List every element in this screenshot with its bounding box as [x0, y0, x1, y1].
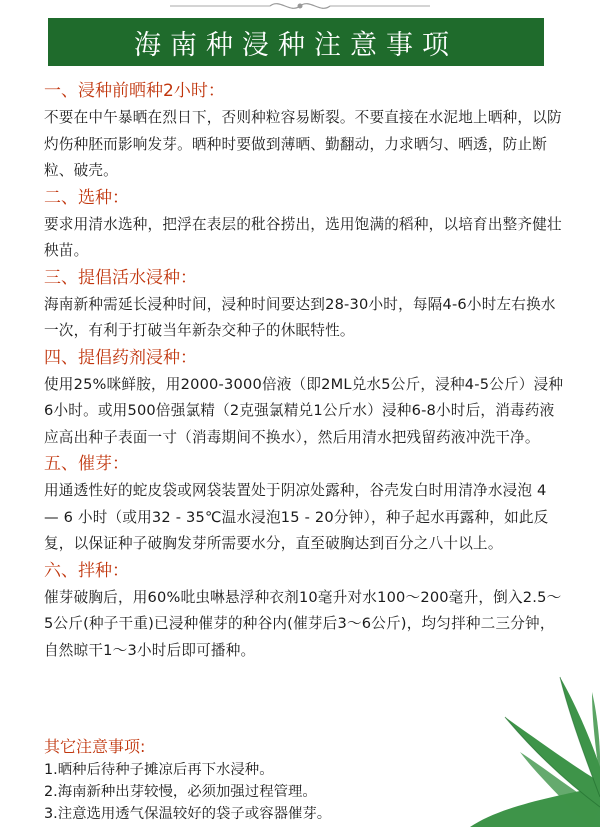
- section-germination: [44, 452, 564, 558]
- page-title: 海南种浸种注意事项: [48, 18, 544, 66]
- section-heading: 三、提倡活水浸种：: [44, 267, 197, 288]
- section-chemical-soak: [44, 346, 564, 452]
- section-body: 用通透性好的蛇皮袋或网袋装置处于阴凉处露种，谷壳发白时用清净水浸泡 4 — 6 小时（或用32 - 35℃温水浸泡15 - 20分钟），种子起水再露种，如此反复，以保证种子破胸发芽所需要水分，直至破胸达到百分之八十以上。: [44, 482, 549, 552]
- section-body: 催芽破胸后，用60%吡虫啉悬浮种衣剂10毫升对水100～200毫升，倒入2.5～5公斤(种子干重)已浸种催芽的种谷内(催芽后3～6公斤)，均匀拌种二三分钟，自然晾干1～3小时后即可播种。: [44, 588, 562, 659]
- section-seed-selection: [44, 186, 564, 265]
- section-body: 使用25%咪鲜胺，用2000-3000倍液（即2ML兑水5公斤，浸种4-5公斤）浸种6小时。或用500倍强氯精（2克强氯精兑1公斤水）浸种6-8小时后，消毒药液应高出种子表面一寸（消毒期间不换水），然后用清水把残留药液冲洗干净。: [44, 375, 564, 446]
- notes-heading: 其它注意事项:: [44, 737, 146, 756]
- section-heading: 五、催芽：: [44, 454, 129, 474]
- sections-list: [44, 79, 564, 665]
- section-heading: 一、浸种前晒种2小时：: [44, 81, 225, 101]
- section-body: 不要在中午暴晒在烈日下，否则种粒容易断裂。不要直接在水泥地上晒种，以防灼伤种胚而影响发芽。晒种时要做到薄晒、勤翻动，力求晒匀、晒透，防止断粒、破壳。: [44, 109, 562, 179]
- section-running-water: [44, 266, 564, 345]
- section-sun-drying: [44, 79, 564, 185]
- palm-leaf-decoration-icon: [410, 657, 600, 827]
- section-heading: 六、拌种：: [44, 560, 129, 581]
- other-notes: [44, 737, 444, 825]
- section-body: 海南新种需延长浸种时间，浸种时间要达到28-30小时，每隔4-6小时左右换水一次，有利于打破当年新杂交种子的休眠特性。: [44, 295, 556, 339]
- note-item: 2.海南新种出芽较慢，必须加强过程管理。: [44, 784, 317, 800]
- note-item: 1.晒种后待种子摊凉后再下水浸种。: [44, 762, 274, 778]
- section-body: 要求用清水选种，把浮在表层的秕谷捞出，选用饱满的稻种，以培育出整齐健壮秧苗。: [44, 215, 562, 259]
- section-heading: 四、提倡药剂浸种：: [44, 347, 197, 368]
- section-heading: 二、选种：: [44, 187, 129, 208]
- section-seed-mixing: [44, 559, 564, 665]
- note-item: 3.注意选用透气保温较好的袋子或容器催芽。: [44, 806, 332, 822]
